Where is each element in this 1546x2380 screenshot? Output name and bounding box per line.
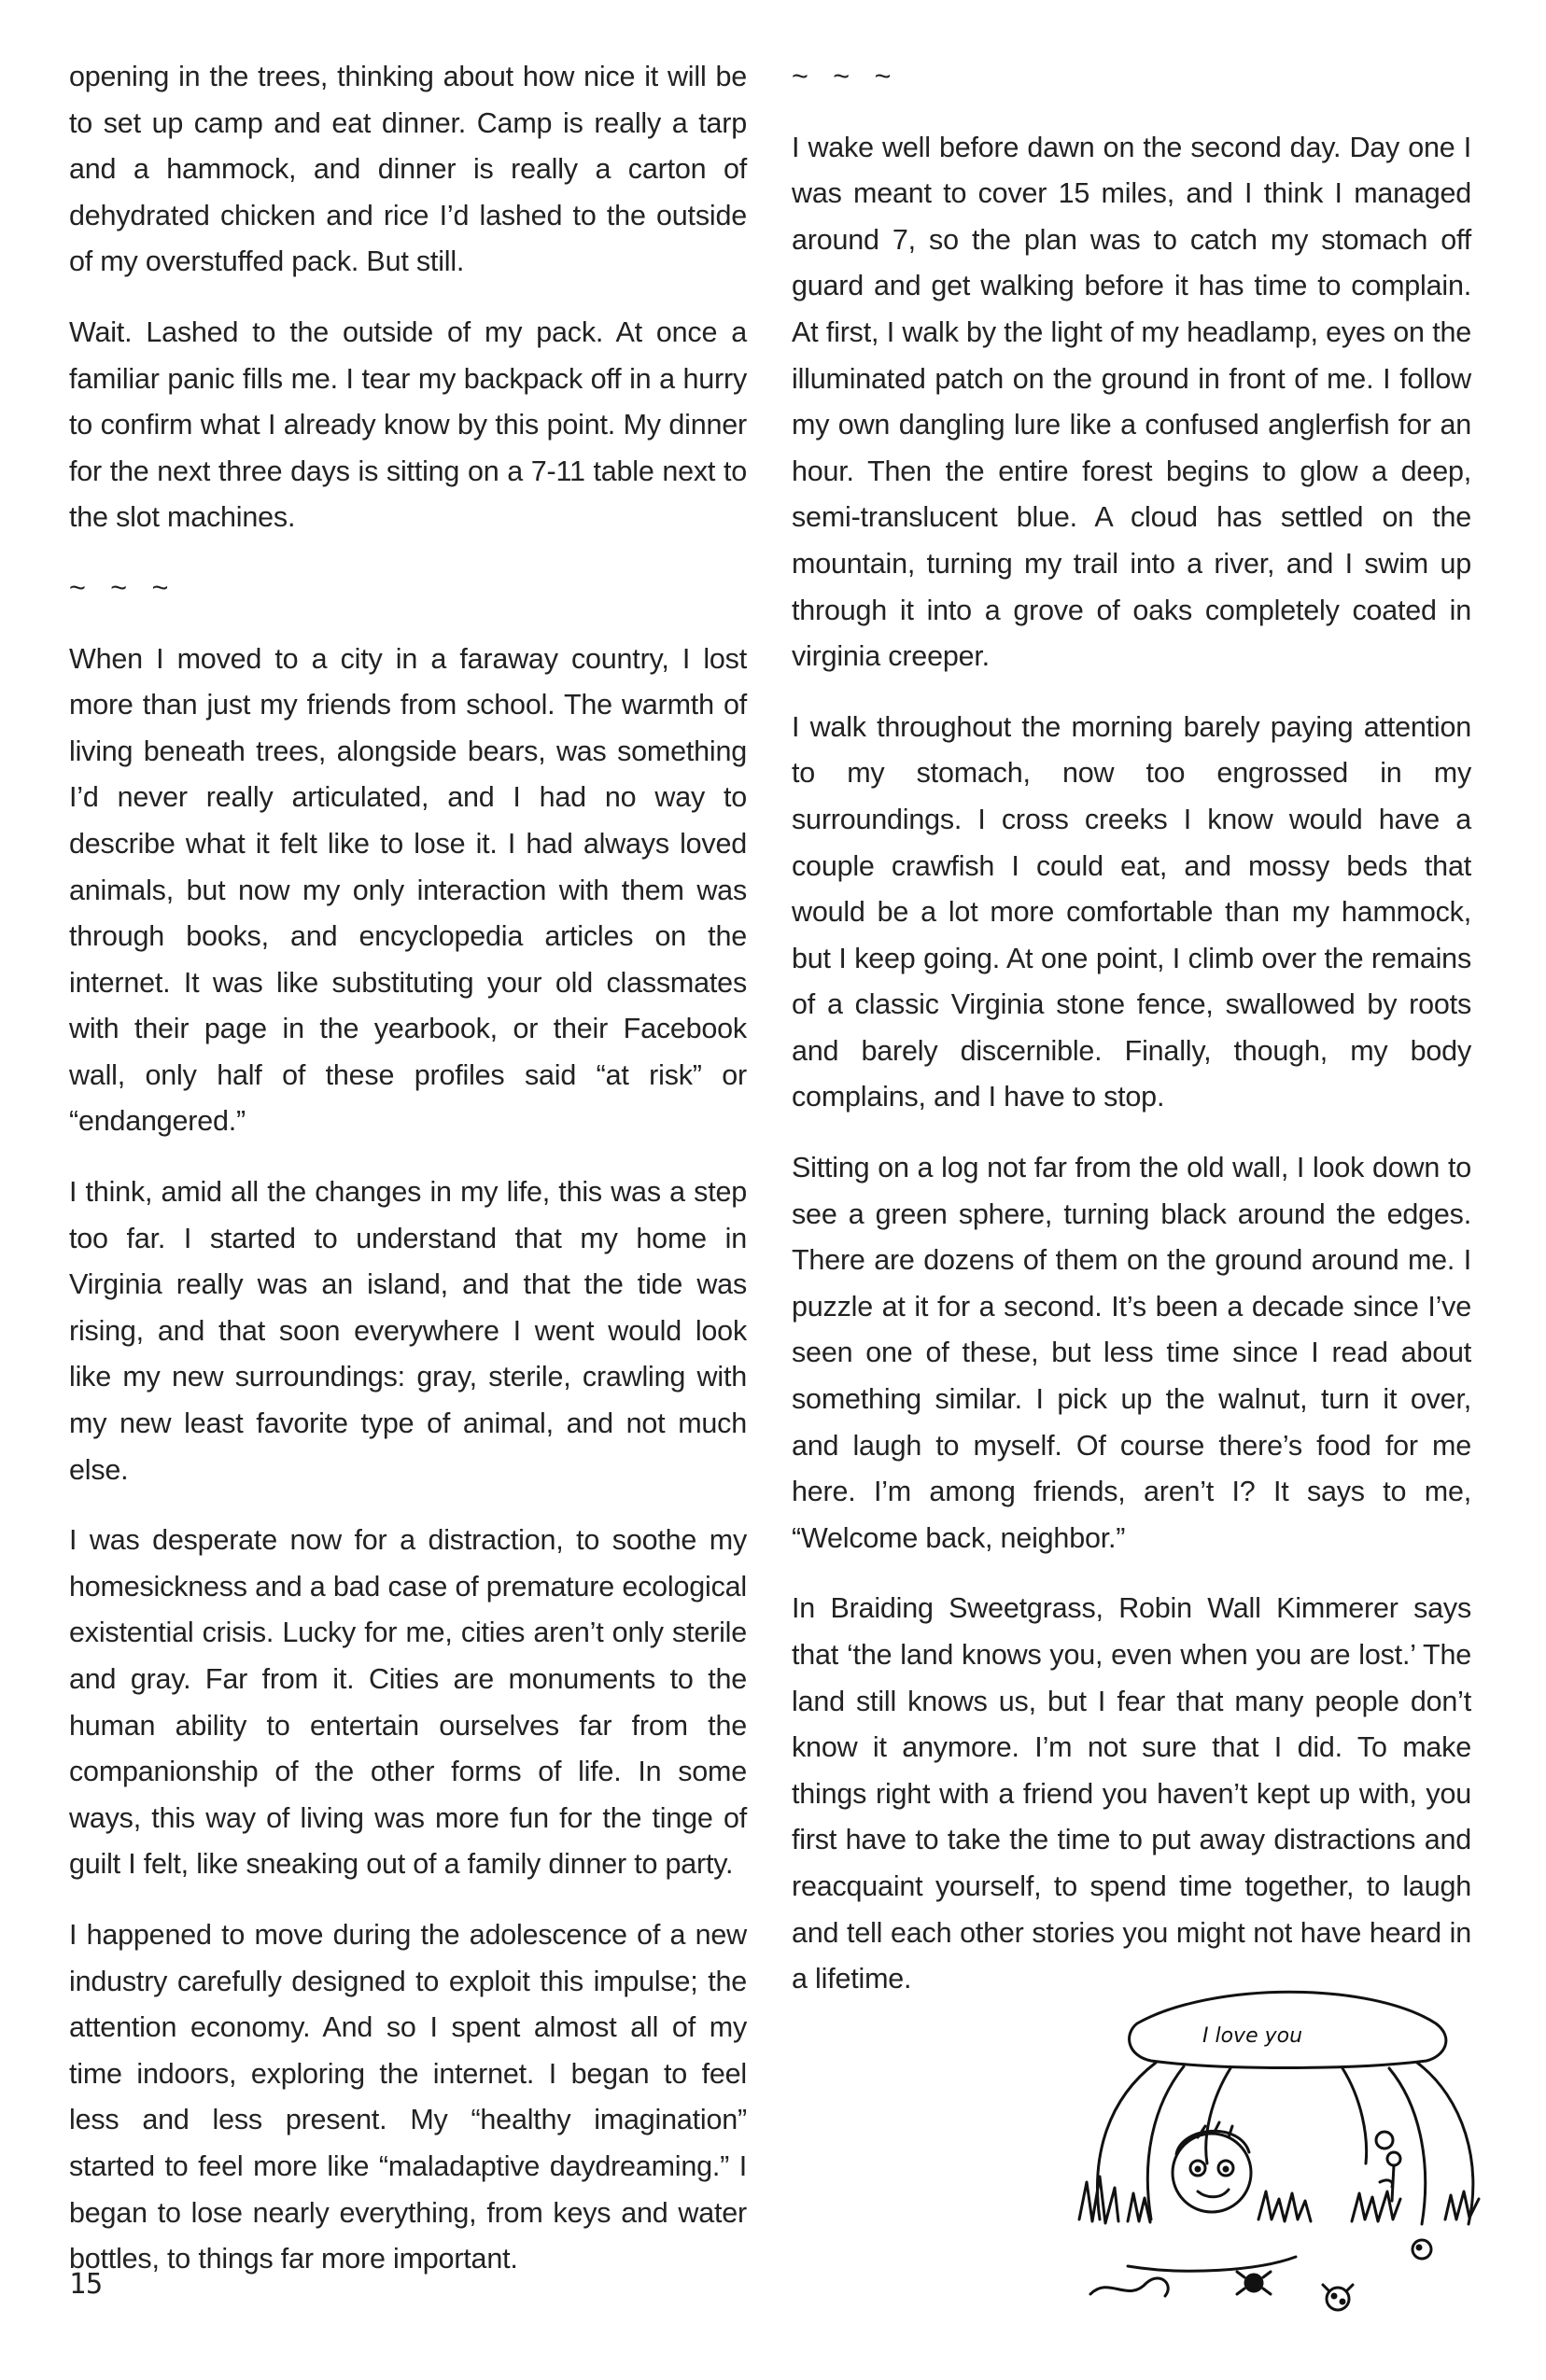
paragraph: When I moved to a city in a faraway country, I lost more than just my friends from school. The warmth of living beneath trees, alongside bears, was something I’d never really articulated, and I had no way to describe what it felt like to lose it. I had always loved animals, but now my only interaction with them was through books, and encyclopedia articles on the internet. It was like substituting your old classmates with their page in the yearbook, or their Facebook wall, only half of these profiles said “at risk” or “endangered.” bbox=[69, 642, 747, 1138]
paragraph: In Braiding Sweetgrass, Robin Wall Kimmerer says that ‘the land knows you, even when you are lost.’ The land still knows us, but I fear that many people don’t know it anymore. I’m not sure that I did. To make things right with a friend you haven’t kept up with, you first have to take the time to put away distractions and reacquaint yourself, to spend time together, to laugh and tell each other stories you might not have heard in a lifetime. bbox=[792, 1592, 1471, 1995]
speech-text: I love you bbox=[1202, 2024, 1303, 2048]
page-number: 15 bbox=[69, 2268, 104, 2301]
paragraph: I think, amid all the changes in my life, this was a step too far. I started to understand that my home in Virginia really was an island, and that the tide was rising, and that soon everywhere I went would look like my new surroundings: gray, sterile, crawling with my new least favorite type of animal, and not much else. bbox=[69, 1176, 747, 1486]
right-column bbox=[792, 54, 1471, 2027]
walnut-left-inner bbox=[1147, 2066, 1184, 2219]
paragraph: I wake well before dawn on the second day. Day one I was meant to cover 15 miles, and I think I managed around 7, so the plan was to catch my stomach off guard and get walking before it has time to complain. At first, I walk by the light of my headlamp, eyes on the illuminated patch on the ground in front of me. I follow my own dangling lure like a confused anglerfish for an hour. Then the entire forest begins to glow a deep, semi-translucent blue. A cloud has settled on the mountain, turning my trail into a river, and I swim up through it into a grove of oaks completely coated in virginia creeper. bbox=[792, 131, 1471, 673]
walnut-with-face-drawing bbox=[1072, 1986, 1501, 2341]
hair-icon bbox=[1176, 2122, 1249, 2154]
paragraph: Sitting on a log not far from the old wall, I look down to see a green sphere, turning black around the edges. There are dozens of them on the ground around me. I puzzle at it for a second. It’s been a decade since I’ve seen one of these, but less time since I read about something similar. I pick up the walnut, turn it over, and laugh to myself. Of course there’s food for me here. I’m among friends, aren’t I? It says to me, “Welcome back, neighbor.” bbox=[792, 1152, 1471, 1554]
ladybug-icon bbox=[1327, 2288, 1349, 2310]
grass-icon bbox=[1079, 2177, 1479, 2223]
section-separator: ~ ~ ~ bbox=[69, 571, 169, 604]
mushroom-icon bbox=[1412, 2240, 1431, 2259]
paragraph: I was desperate now for a distraction, to soothe my homesickness and a bad case of premature ecological existential crisis. Lucky for me, cities aren’t only sterile and gray. Far from it. Cities are monuments to the human ability to entertain ourselves far from the companionship of the other forms of life. In some ways, this way of living was more fun for the tinge of guilt I felt, like sneaking out of a family dinner to party. bbox=[69, 1524, 747, 1881]
beetle-icon bbox=[1245, 2275, 1262, 2291]
worm-icon bbox=[1090, 2278, 1168, 2296]
paragraph: I walk throughout the morning barely paying attention to my stomach, now too engrossed in my surroundings. I cross creeks I know would have a couple crawfish I could eat, and mossy beds that would be a lot more comfortable than my hammock, but I keep going. At one point, I climb over the remains of a classic Virginia stone fence, swallowed by roots and barely discernible. Finally, though, my body complains, and I have to stop. bbox=[792, 710, 1471, 1113]
smile-icon bbox=[1198, 2190, 1229, 2197]
paragraph: opening in the trees, thinking about how nice it will be to set up camp and eat dinner. Camp is really a tarp and a hammock, and dinner is really a carton of dehydrated chicken and rice I’d lashed to the outside of my overstuffed pack. But still. bbox=[69, 61, 747, 278]
walnut-center-right bbox=[1342, 2068, 1367, 2163]
flower-icon bbox=[1376, 2132, 1393, 2149]
section-separator: ~ ~ ~ bbox=[792, 61, 892, 92]
walnut-center-left bbox=[1206, 2068, 1230, 2163]
paragraph: Wait. Lashed to the outside of my pack. At once a familiar panic fills me. I tear my backpack off in a hurry to confirm what I already know by this point. My dinner for the next three days is sitting on a 7-11 table next to the slot machines. bbox=[69, 315, 747, 534]
paragraph: I happened to move during the adolescence of a new industry carefully designed to exploit this impulse; the attention economy. And so I spent almost all of my time indoors, exploring the internet. I began to feel less and less present. My “healthy imagination” started to feel more like “maladaptive daydreaming.” I began to lose nearly everything, from keys and water bottles, to things far more important. bbox=[69, 1918, 747, 2275]
left-column bbox=[69, 54, 747, 2307]
walnut-right-inner bbox=[1389, 2068, 1426, 2224]
